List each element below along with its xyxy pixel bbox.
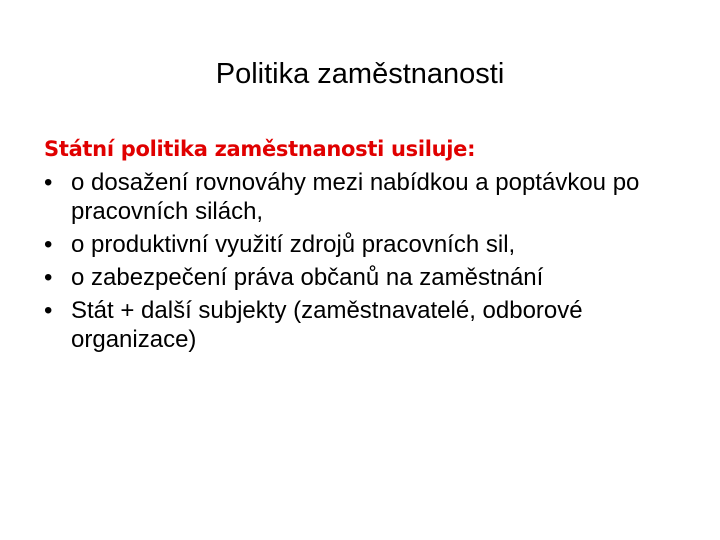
bullet-list [44,168,664,358]
bullet-item [44,168,664,226]
bullet-text: o zabezpečení práva občanů na zaměstnání [71,264,544,291]
bullet-item [44,296,664,354]
bullet-icon: • [44,297,53,324]
bullet-text: o produktivní využití zdrojů pracovních sil, [71,231,516,258]
bullet-icon: • [44,169,53,196]
bullet-item [44,263,664,292]
bullet-item [44,230,664,259]
bullet-text: Stát + další subjekty (zaměstnavatelé, odborové organizace) [71,297,583,353]
bullet-icon: • [44,264,53,291]
bullet-text: o dosažení rovnováhy mezi nabídkou a poptávkou po pracovních silách, [71,169,640,225]
slide-title: Politika zaměstnanosti [215,58,505,90]
bullet-icon: • [44,231,53,258]
slide-subtitle: Státní politika zaměstnanosti usiluje: [44,137,476,161]
